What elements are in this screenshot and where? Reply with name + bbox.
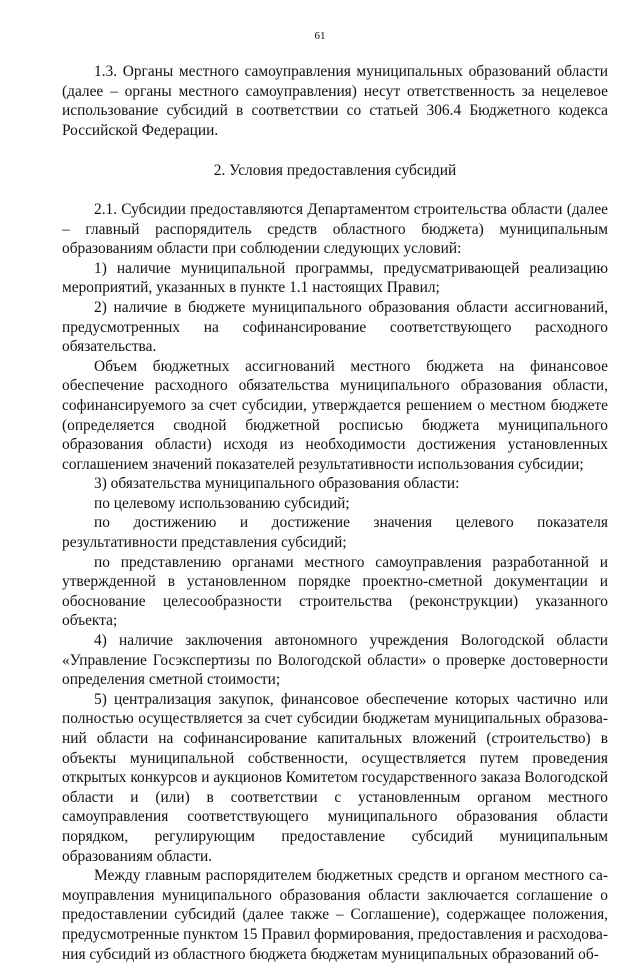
condition-2: 2) наличие в бюджете муниципального образования области ассигнований, предусмотренных на софинансирование соответствующего расходного обязательства. — [62, 298, 608, 356]
document-body — [62, 62, 608, 964]
condition-3: 3) обязательства муниципального образования области: — [94, 475, 460, 493]
paragraph-2-1: 2.1. Субсидии предоставляются Департаментом строительства области (далее – главный распорядитель средств областного бюджета) муниципальным образованиям области при соблюдении следующих условий: — [62, 200, 608, 258]
condition-3-item-a: по целевому использованию субсидий; — [94, 494, 350, 512]
page-number: 61 — [314, 30, 326, 42]
condition-3-item-c: по представлению органами местного самоуправления разработанной и утвержденной в установленном порядке проектно-сметной документации и обоснование целесообразности строительства (реконструкции) указанного объекта; — [62, 553, 608, 630]
agreement-paragraph: Между главным распорядителем бюджетных средств и органом местного самоуправления муниципального образования области заключается соглашение о предоставлении субсидий (далее также – Соглашение), содержащее положения, предусмотренные пунктом 15 Правил формирования, предоставления и расходования субсидий из областного бюджета бюджетам муниципальных образований об- — [62, 867, 608, 963]
paragraph-1-3: 1.3. Органы местного самоуправления муниципальных образований области (далее – органы местного самоуправления) несут ответственность за нецелевое использование субсидий в соответствии со статьей 306.4 Бюджетного кодекса Российской Федерации. — [62, 63, 608, 139]
condition-4: 4) наличие заключения автономного учреждения Вологодской области «Управление Госэкспертизы по Вологодской области» о проверке достоверности определения сметной стоимости; — [62, 632, 608, 689]
budget-volume-paragraph: Объем бюджетных ассигнований местного бюджета на финансовое обеспечение расходного обязательства муниципального образования области, софинансируемого за счет субсидии, утверждается решением о местном бюджете (определяется сводной бюджетной росписью бюджета муниципального образования области) исходя из необходимости достижения установленных соглашением значений показателей результативности использования субсидии; — [62, 357, 608, 473]
condition-3-item-b: по достижению и достижение значения целевого показателя результативности представления субсидий; — [62, 514, 608, 552]
condition-1: 1) наличие муниципальной программы, предусматривающей реализацию мероприятий, указанных в пункте 1.1 настоящих Правил; — [62, 259, 608, 297]
condition-5: 5) централизация закупок, финансовое обеспечение которых частично или полностью осуществляется за счет субсидии бюджетам муниципальных образований области на софинансирование капитальных вложений (строительство) в объекты муниципальной собственности, осуществляется путем проведения открытых конкурсов и аукционов Комитетом государственного заказа Вологодской области и (или) в соответствии с установленным органом местного самоуправления соответствующего муниципального образования области порядком, регулирующим предоставление субсидий муниципальным образованиям области. — [62, 690, 608, 865]
section-heading: 2. Условия предоставления субсидий — [213, 162, 457, 180]
